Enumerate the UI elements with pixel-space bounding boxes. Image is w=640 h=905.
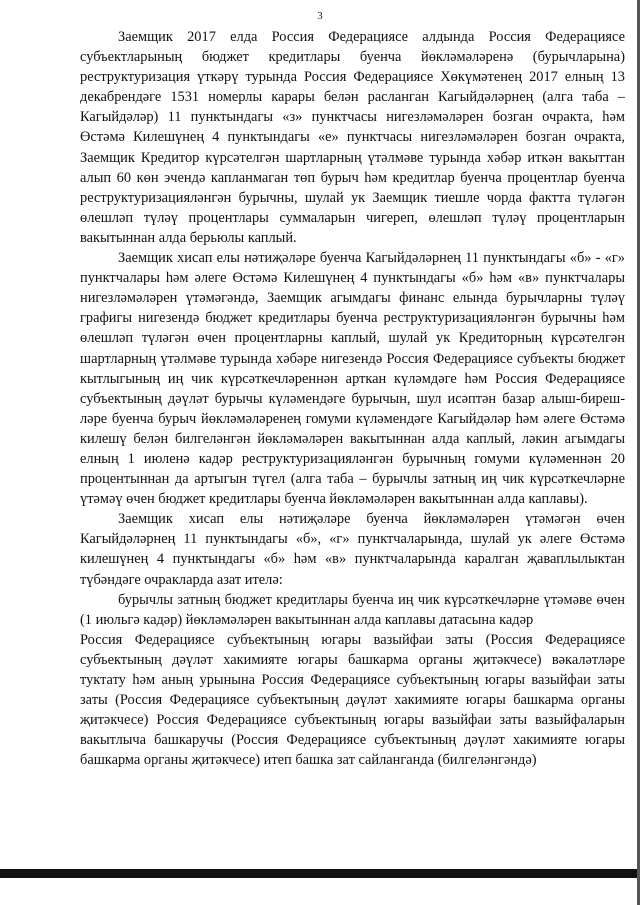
page-number: 3 [317,10,323,22]
document-body [80,27,625,770]
paragraph-1: Заемщик 2017 елда Россия Федерациясе алдында Россия Федерациясе субъектларының бюджет кредитлары буенча йөкләмәләренә (бурычларына) реструктуризация үткәрү турында Россия Федерациясе Хөкүмәтенең 2017 елның 13 декабрендәге 1531 номерлы карары белән расланган Кагыйдәләрнең (алга таба – Кагыйдәләр) 11 пунктындагы «з» пунктчасы нигезләмәләрен бозган очракта, һәм Өстәмә Килешүнең 4 пунктындагы «е» пунктчасы нигезләмәләрен бозган очракта, Заемщик Кредитор күрсәтелгән шартларның үтәлмәве турында хәбәр иткән вакыттан алып 60 көн эчендә капланмаган төп бурыч һәм кредитлар буенча процентлар буенча реструктуризацияләнгән бурычны, шулай ук Заемщик тиешле чорда фактта түләгән өлешләп түләү процентлары суммаларын чигереп, өлешләп түләү процентларын вакытыннан алда берьюлы каплый. [80,29,625,246]
paragraph-5: Россия Федерациясе субъектының югары вазыйфаи заты (Россия Федерациясе субъектының дәүләт хакимияте югары башкарма органы җитәкчесе) вәкаләтләре туктату һәм аның урынына Россия Федерациясе субъектының югары вазыйфаи заты заты (Россия Федерациясе субъектының дәүләт хакимияте югары башкарма органы җитәкчесе) Россия Федерациясе субъектының югары вазыйфаи заты вазыйфаларын вакытлыча башкаручы (Россия Федерациясе субъектының дәүләт хакимияте югары башкарма органы җитәкчесе) итеп башка зат сайланганда (билгеләнгәндә) [80,631,625,769]
paragraph-3: Заемщик хисап елы нәтиҗәләре буенча йөкләмәләрен үтәмәгән өчен Кагыйдәләрнең 11 пунктындагы «б», «г» пунктчаларында, шулай ук әлеге Өстәмә килешүнең 4 пунктындагы «б» һәм «в» пунктчаларында каралган җаваплылыктан түбәндәге очракларда азат ителә: [80,511,625,588]
paragraph-4: бурычлы затның бюджет кредитлары буенча иң чик күрсәткечләрне үтәмәве өчен (1 июльгә кадәр) йөкләмәләрен вакытыннан алда каплавы датасына кадәр [80,591,625,628]
paragraph-2: Заемщик хисап елы нәтиҗәләре буенча Кагыйдәләрнең 11 пунктындагы «б» - «г» пунктчалары һәм әлеге Өстәмә Килешүнең 4 пунктындагы «б» һәм «в» пунктчалары нигезләмәләрен үтәмәгәндә, Заемщик агымдагы финанс елында бурычларны түләү графигы нигезендә бюджет кредитлары буенча реструктуризацияләнгән бурычны һәм өлешләп түләгән өчен процентларны каплый, шулай ук Кредиторның күрсәтелгән шартларның үтәлмәве турында хәбәре нигезендә Россия Федерациясе субъекты бюджет кытлыгының иң чик күрсәткечләреннән арткан күләмдәге һәм Россия Федерациясе субъектының дәүләт бурычы күләмендәге бурычын, шул исәптән базар алыш-бирешләре буенча бурыч йөкләмәләренең гомуми күләмендәге Кагыйдәләр һәм әлеге Өстәмә килешү белән билгеләнгән йөкләмәләрен вакытыннан алда каплый, ләкин агымдагы елның 1 июленә кадәр реструктуризацияләнгән бурычның гомуми күләменнән 20 процентыннан да артыгын түгел (алга таба – бурычлы затның иң чик күрсәткечләрне үтәмәү өчен бюджет кредитлары буенча йөкләмәләрен вакытыннан алда каплавы). [80,250,625,508]
scan-bottom-border [0,869,640,878]
